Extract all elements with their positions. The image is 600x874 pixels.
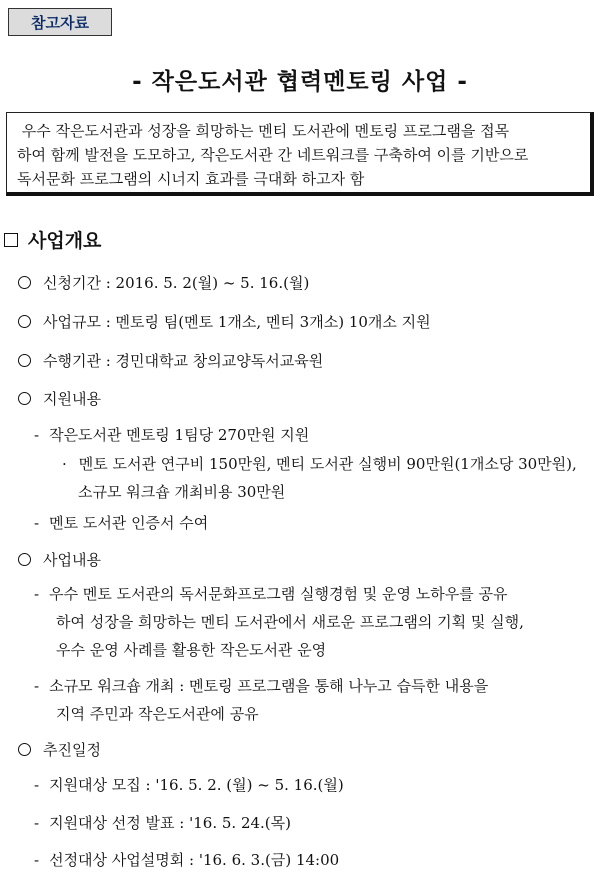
detail-item-support-1: · 멘토 도서관 연구비 150만원, 멘티 도서관 실행비 90만원(1개소당 30만원), <box>62 455 577 473</box>
dash-bullet: - <box>34 426 40 444</box>
list-item-scale: 사업규모 : 멘토링 팀(멘토 1개소, 멘티 3개소) 10개소 지원 <box>18 311 431 332</box>
sub-item-content-2-cont: 지역 주민과 작은도서관에 공유 <box>56 705 259 723</box>
sub-item-schedule-3: - 선정대상 사업설명회 : '16. 6. 3.(금) 14:00 <box>34 851 340 869</box>
sub-item-schedule-2: - 지원대상 선정 발표 : '16. 5. 24.(목) <box>34 814 292 832</box>
circle-bullet-icon <box>18 276 31 289</box>
sub-item-content-1-cont: 우수 운영 사례를 활용한 작은도서관 운영 <box>56 641 327 659</box>
summary-line: 독서문화 프로그램의 시너지 효과를 극대화 하고자 함 <box>17 170 365 188</box>
list-item-schedule: 추진일정 <box>18 739 101 760</box>
detail-item-support-1-cont: 소규모 워크숍 개최비용 30만원 <box>78 483 286 501</box>
sub-item-support-1: - 작은도서관 멘토링 1팀당 270만원 지원 <box>34 426 310 444</box>
circle-bullet-icon <box>18 354 31 367</box>
sub-item-schedule-1: - 지원대상 모집 : '16. 5. 2. (월) ~ 5. 16.(월) <box>34 776 344 794</box>
summary-line: 하여 함께 발전을 도모하고, 작은도서관 간 네트워크를 구축하여 이를 기반으로 <box>17 146 529 164</box>
list-item-support: 지원내용 <box>18 388 101 409</box>
page-title: - 작은도서관 협력멘토링 사업 - <box>132 69 468 95</box>
summary-box <box>6 112 594 196</box>
section-heading <box>4 226 101 253</box>
section-title: 사업개요 <box>28 230 102 252</box>
list-item-apply-period: 신청기간 : 2016. 5. 2(월) ~ 5. 16.(월) <box>18 272 309 293</box>
dash-bullet: - <box>34 514 40 532</box>
dash-bullet: - <box>34 677 40 695</box>
reference-tag: 참고자료 <box>8 8 112 36</box>
square-bullet-icon <box>4 233 18 247</box>
list-item-content: 사업내용 <box>18 549 101 570</box>
dash-bullet: - <box>34 814 40 832</box>
dot-bullet: · <box>62 455 67 473</box>
circle-bullet-icon <box>18 315 31 328</box>
sub-item-content-1-cont: 하여 성장을 희망하는 멘티 도서관에서 새로운 프로그램의 기획 및 실행, <box>56 613 524 631</box>
circle-bullet-icon <box>18 392 31 405</box>
dash-bullet: - <box>34 585 40 603</box>
summary-line: 우수 작은도서관과 성장을 희망하는 멘티 도서관에 멘토링 프로그램을 접목 <box>21 122 510 140</box>
circle-bullet-icon <box>18 553 31 566</box>
sub-item-support-2: - 멘토 도서관 인증서 수여 <box>34 514 209 532</box>
sub-item-content-2: - 소규모 워크숍 개최 : 멘토링 프로그램을 통해 나누고 습득한 내용을 <box>34 677 489 695</box>
list-item-agency: 수행기관 : 경민대학교 창의교양독서교육원 <box>18 350 323 371</box>
sub-item-content-1: - 우수 멘토 도서관의 독서문화프로그램 실행경험 및 운영 노하우를 공유 <box>34 585 508 603</box>
circle-bullet-icon <box>18 743 31 756</box>
dash-bullet: - <box>34 776 40 794</box>
dash-bullet: - <box>34 851 40 869</box>
